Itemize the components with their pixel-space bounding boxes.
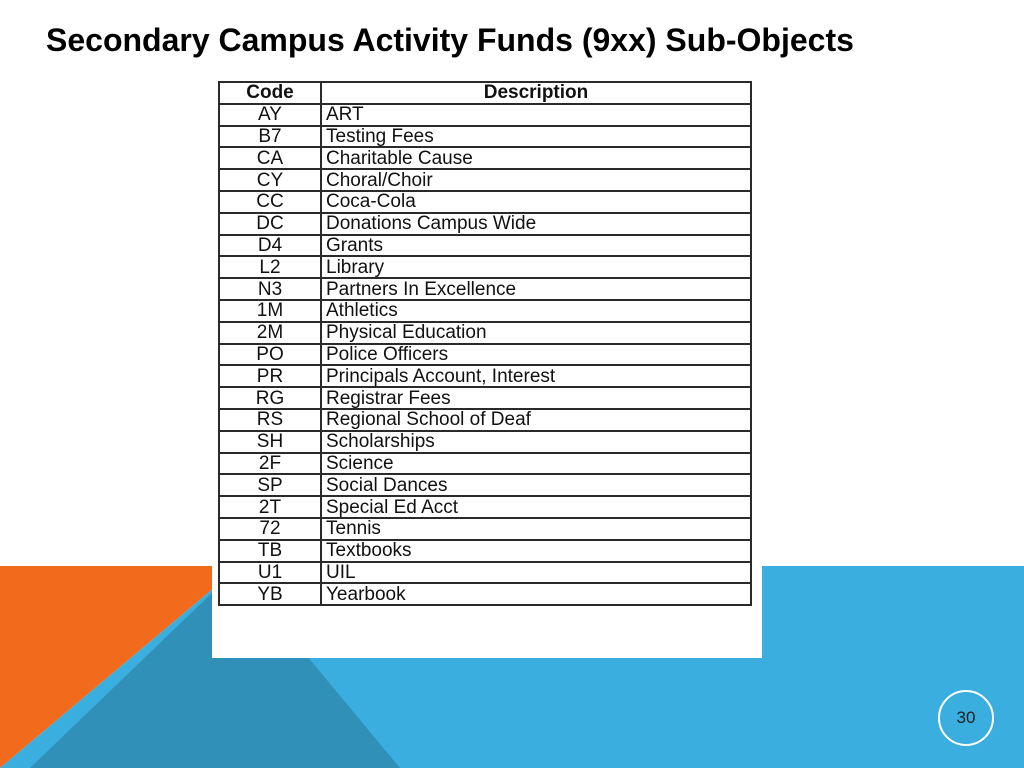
code-cell: 2F [219,453,321,475]
description-cell: Choral/Choir [321,169,751,191]
description-cell: Social Dances [321,474,751,496]
description-cell: Special Ed Acct [321,496,751,518]
table-row [219,344,751,366]
code-cell: TB [219,540,321,562]
description-cell: Police Officers [321,344,751,366]
table-row [219,300,751,322]
table-row [219,365,751,387]
description-cell: Tennis [321,518,751,540]
header-code: Code [219,82,321,104]
description-cell: Scholarships [321,431,751,453]
code-cell: 2T [219,496,321,518]
description-cell: ART [321,104,751,126]
table-row [219,453,751,475]
table-container [212,76,762,658]
code-cell: B7 [219,126,321,148]
table-row [219,278,751,300]
description-cell: Yearbook [321,583,751,605]
code-cell: AY [219,104,321,126]
code-cell: PO [219,344,321,366]
description-cell: Principals Account, Interest [321,365,751,387]
page-number: 30 [938,690,994,746]
code-cell: SH [219,431,321,453]
table-row [219,213,751,235]
description-cell: Textbooks [321,540,751,562]
table-row [219,540,751,562]
code-cell: U1 [219,562,321,584]
code-cell: L2 [219,256,321,278]
page-title: Secondary Campus Activity Funds (9xx) Sub-Objects [46,22,854,58]
table-row [219,256,751,278]
description-cell: Science [321,453,751,475]
table-row [219,387,751,409]
table-row [219,409,751,431]
table-row [219,191,751,213]
description-cell: Partners In Excellence [321,278,751,300]
code-cell: PR [219,365,321,387]
description-cell: Regional School of Deaf [321,409,751,431]
code-cell: CC [219,191,321,213]
table-body [219,104,751,605]
code-cell: DC [219,213,321,235]
table-row [219,169,751,191]
header-description: Description [321,82,751,104]
table-row [219,474,751,496]
table-row [219,147,751,169]
table-header-row [219,82,751,104]
description-cell: Charitable Cause [321,147,751,169]
description-cell: Physical Education [321,322,751,344]
table-row [219,235,751,257]
code-cell: RS [219,409,321,431]
table-row [219,583,751,605]
table-row [219,496,751,518]
description-cell: Library [321,256,751,278]
code-cell: RG [219,387,321,409]
code-cell: CY [219,169,321,191]
code-cell: YB [219,583,321,605]
description-cell: Grants [321,235,751,257]
table-row [219,322,751,344]
description-cell: UIL [321,562,751,584]
description-cell: Coca-Cola [321,191,751,213]
table-row [219,562,751,584]
description-cell: Registrar Fees [321,387,751,409]
table-row [219,431,751,453]
description-cell: Testing Fees [321,126,751,148]
table-row [219,518,751,540]
code-cell: SP [219,474,321,496]
code-cell: CA [219,147,321,169]
description-cell: Athletics [321,300,751,322]
code-cell: 1M [219,300,321,322]
code-cell: D4 [219,235,321,257]
description-cell: Donations Campus Wide [321,213,751,235]
code-cell: 2M [219,322,321,344]
code-cell: N3 [219,278,321,300]
table-row [219,126,751,148]
code-cell: 72 [219,518,321,540]
sub-objects-table [218,81,752,606]
table-row [219,104,751,126]
